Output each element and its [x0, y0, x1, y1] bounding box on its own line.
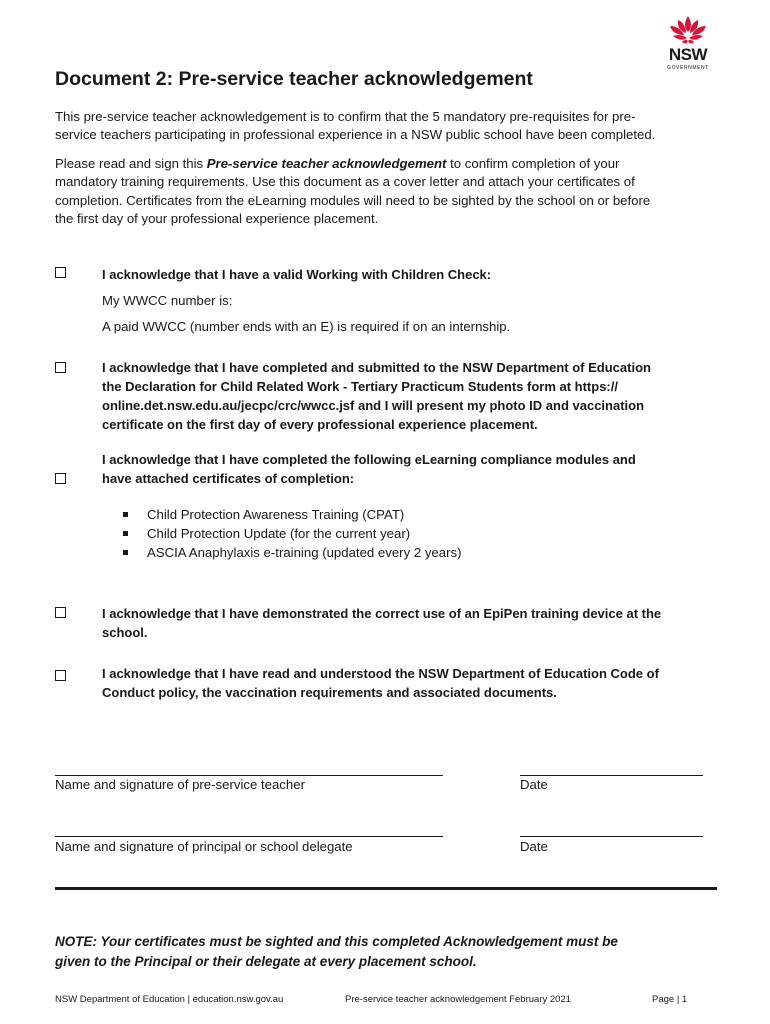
acknowledgement-line: certificate on the first day of every professional experience placement. — [102, 417, 538, 432]
note-line: given to the Principal or their delegate at every placement school. — [55, 953, 477, 969]
acknowledgement-checkbox-elearning[interactable] — [55, 473, 66, 484]
acknowledgement-declaration — [102, 358, 722, 434]
instructions-line: the first day of your professional experience placement. — [55, 210, 379, 226]
acknowledgement-elearning — [102, 450, 722, 488]
footer-document-title: Pre-service teacher acknowledgement February 2021 — [345, 994, 572, 1005]
list-item: Child Protection Awareness Training (CPAT) — [120, 505, 461, 524]
elearning-modules-list — [120, 505, 461, 562]
instructions-paragraph — [55, 155, 710, 228]
footer-department: NSW Department of Education | education.nsw.gov.au — [55, 994, 284, 1005]
list-item: ASCIA Anaphylaxis e-training (updated every 2 years) — [120, 543, 461, 562]
logo-government-text: GOVERNMENT — [667, 65, 709, 71]
acknowledgement-checkbox-declaration[interactable] — [55, 362, 66, 373]
acknowledgement-checkbox-code-of-conduct[interactable] — [55, 670, 66, 681]
waratah-flower-icon — [660, 14, 716, 46]
instructions-line: completion. Certificates from the eLearning modules will need to be sighted by the school on or before — [55, 192, 651, 208]
nsw-government-logo — [660, 14, 716, 72]
acknowledgement-line: I acknowledge that I have demonstrated the correct use of an EpiPen training device at the — [102, 606, 662, 621]
acknowledgement-code-of-conduct — [102, 664, 722, 702]
acknowledgement-line: online.det.nsw.edu.au/jecpc/crc/wwcc.jsf and I will present my photo ID and vaccination — [102, 398, 645, 413]
list-item: Child Protection Update (for the current year) — [120, 524, 461, 543]
note-text — [55, 932, 720, 971]
acknowledgement-epipen — [102, 604, 722, 642]
acknowledgement-line: school. — [102, 625, 148, 640]
acknowledgement-line: I acknowledge that I have completed and submitted to the NSW Department of Education — [102, 360, 651, 375]
instructions-text: Please read and sign this — [55, 156, 207, 171]
instructions-emphasis: Pre-service teacher acknowledgement — [206, 156, 447, 171]
principal-date-label: Date — [520, 839, 548, 854]
wwcc-number-label: My WWCC number is: — [102, 293, 233, 308]
principal-signature-line[interactable] — [55, 836, 443, 837]
principal-date-line[interactable] — [520, 836, 703, 837]
acknowledgement-line: I acknowledge that I have completed the following eLearning compliance modules and — [102, 452, 636, 467]
intro-line: service teachers participating in professional experience in a NSW public school have been completed. — [55, 127, 656, 143]
acknowledgement-line: have attached certificates of completion: — [102, 471, 355, 486]
teacher-signature-line[interactable] — [55, 775, 443, 776]
principal-signature-label: Name and signature of principal or school delegate — [55, 839, 353, 854]
acknowledgement-wwcc — [102, 265, 722, 284]
acknowledgement-line: I acknowledge that I have read and understood the NSW Department of Education Code of — [102, 666, 659, 681]
acknowledgement-checkbox-epipen[interactable] — [55, 607, 66, 618]
instructions-text: to confirm completion of your — [446, 156, 620, 171]
intro-line: This pre-service teacher acknowledgement is to confirm that the 5 mandatory pre-requisites for pre- — [55, 109, 636, 124]
logo-nsw-text: NSW — [668, 45, 708, 64]
teacher-signature-label: Name and signature of pre-service teacher — [55, 777, 305, 792]
teacher-date-label: Date — [520, 777, 548, 792]
instructions-line: mandatory training requirements. Use this document as a cover letter and attach your certificates of — [55, 174, 635, 190]
page-title: Document 2: Pre-service teacher acknowledgement — [55, 68, 533, 90]
intro-paragraph — [55, 108, 710, 145]
footer-page-number: Page | 1 — [652, 994, 688, 1005]
acknowledgement-line: the Declaration for Child Related Work - Tertiary Practicum Students form at https:// — [102, 379, 618, 394]
teacher-date-line[interactable] — [520, 775, 703, 776]
note-line: NOTE: Your certificates must be sighted and this completed Acknowledgement must be — [55, 934, 618, 949]
acknowledgement-checkbox-wwcc[interactable] — [55, 267, 66, 278]
divider — [55, 887, 717, 890]
wwcc-internship-note: A paid WWCC (number ends with an E) is required if on an internship. — [102, 319, 511, 334]
acknowledgement-text: I acknowledge that I have a valid Working with Children Check: — [102, 267, 492, 282]
acknowledgement-line: Conduct policy, the vaccination requirements and associated documents. — [102, 685, 557, 700]
